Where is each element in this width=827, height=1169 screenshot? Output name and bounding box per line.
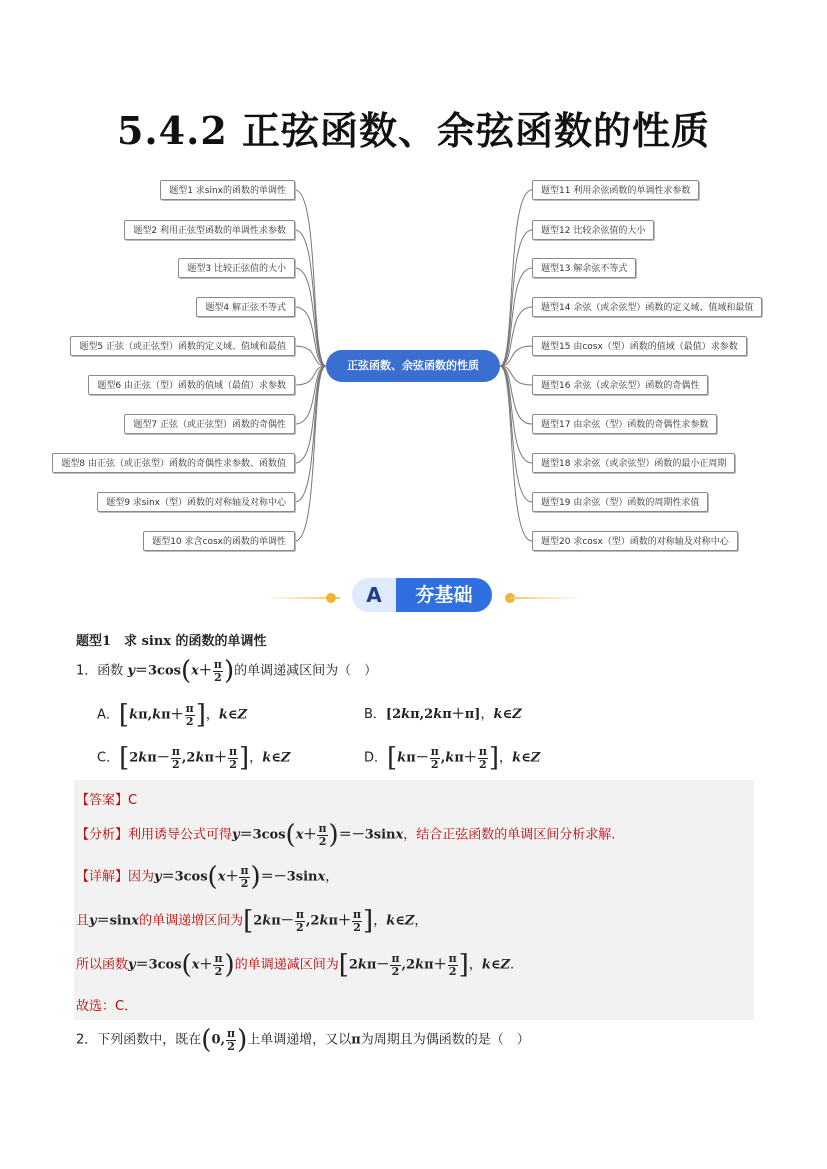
- mindmap-node-right-13: 题型13 解余弦不等式: [532, 258, 636, 278]
- question-1-stem: 1．函数 y＝3cos(x＋ $\frac{\pi}{2}$ )的单调递减区间为（ ）: [76, 656, 378, 686]
- mindmap-node-right-18: 题型18 求余弦（或余弦型）函数的最小正周期: [532, 453, 735, 473]
- section-heading: 题型1 求 sinx 的函数的单调性: [76, 634, 267, 649]
- banner-line-right: [510, 597, 582, 599]
- analysis-line: 【分析】利用诱导公式可得y＝3cos(x＋ $\frac{\pi}{2}$ )＝－3sinx，结合正弦函数的单调区间分析求解.: [76, 820, 616, 850]
- q1-number: 1．: [76, 663, 98, 679]
- banner-dot-left: [326, 593, 336, 603]
- option-b: B．[2kπ,2kπ＋π]，k∈Z: [364, 707, 522, 722]
- mindmap-node-right-11: 题型11 利用余弦函数的单调性求参数: [532, 180, 699, 200]
- banner-letter: A: [352, 578, 396, 612]
- connector-left-4: [295, 307, 326, 366]
- detail-line-3: 所以函数y＝3cos(x＋ $\frac{\pi}{2}$ )的单调递减区间为[2kπ－ $\frac{\pi}{2}$ ,2kπ＋ $\frac{\pi}{2}$ ]，k∈Z.: [76, 950, 515, 980]
- mindmap-node-right-15: 题型15 由cosx（型）函数的值域（最值）求参数: [532, 336, 747, 356]
- q1-stem-suffix: 的单调递减区间为（ ）: [234, 663, 378, 679]
- mindmap-node-right-20: 题型20 求cosx（型）函数的对称轴及对称中心: [532, 531, 738, 551]
- connector-right-20: [500, 366, 532, 541]
- connector-left-10: [295, 366, 326, 541]
- mindmap-node-right-17: 题型17 由余弦（型）函数的奇偶性求参数: [532, 414, 717, 434]
- mindmap-node-right-16: 题型16 余弦（或余弦型）函数的奇偶性: [532, 375, 708, 395]
- connector-right-19: [500, 366, 532, 502]
- connector-left-2: [295, 230, 326, 366]
- q1-stem-prefix: 函数: [97, 663, 124, 679]
- connector-right-12: [500, 230, 532, 366]
- detail-line-1: 【详解】因为y＝3cos(x＋ $\frac{\pi}{2}$ )＝－3sinx，: [76, 862, 339, 892]
- section-banner: [352, 578, 492, 612]
- connector-left-9: [295, 366, 326, 502]
- mindmap-node-left-4: 题型4 解正弦不等式: [196, 297, 295, 317]
- detail-line-2: 且y＝sinx的单调递增区间为[2kπ－ $\frac{\pi}{2}$ ,2kπ＋ $\frac{\pi}{2}$ ]，k∈Z，: [76, 906, 428, 936]
- mindmap-node-right-12: 题型12 比较余弦值的大小: [532, 220, 654, 240]
- mindmap-node-left-2: 题型2 利用正弦型函数的单调性求参数: [124, 220, 295, 240]
- answer-line: 【答案】C: [76, 793, 138, 808]
- option-c: C．[2kπ－ $\frac{\pi}{2}$ ,2kπ＋ $\frac{\pi}{2}$ ]，k∈Z: [97, 743, 291, 773]
- connector-left-1: [295, 190, 326, 366]
- answer-box: [74, 780, 754, 1020]
- mindmap-node-left-5: 题型5 正弦（或正弦型）函数的定义域、值域和最值: [70, 336, 295, 356]
- banner-label: 夯基础: [396, 578, 492, 612]
- mindmap-node-left-6: 题型6 由正弦（型）函数的值域（最值）求参数: [88, 375, 295, 395]
- page-title: 5.4.2 正弦函数、余弦函数的性质: [116, 108, 710, 153]
- option-a: A．[kπ,kπ＋ $\frac{\pi}{2}$ ]，k∈Z: [97, 700, 248, 730]
- mindmap-node-left-8: 题型8 由正弦（或正弦型）函数的奇偶性求参数、函数值: [52, 453, 295, 473]
- connector-left-7: [295, 366, 326, 424]
- mindmap-node-left-10: 题型10 求含cosx的函数的单调性: [143, 531, 295, 551]
- mindmap-node-right-19: 题型19 由余弦（型）函数的周期性求值: [532, 492, 708, 512]
- mindmap-center-node: 正弦函数、余弦函数的性质: [326, 350, 500, 382]
- mindmap-node-left-9: 题型9 求sinx（型）函数的对称轴及对称中心: [97, 492, 295, 512]
- question-2-stem: 2．下列函数中，既在(0, $\frac{\pi}{2}$ )上单调递增，又以π为周期且为偶函数的是（ ）: [76, 1025, 530, 1055]
- mindmap-node-left-7: 题型7 正弦（或正弦型）函数的奇偶性: [124, 414, 295, 434]
- connector-right-11: [500, 190, 532, 366]
- option-d: D．[kπ－ $\frac{\pi}{2}$ ,kπ＋ $\frac{\pi}{2}$ ]，k∈Z: [364, 743, 541, 773]
- mindmap-node-left-1: 题型1 求sinx的函数的单调性: [160, 180, 295, 200]
- mindmap-node-left-3: 题型3 比较正弦值的大小: [178, 258, 295, 278]
- conclusion-line: 故选：C．: [76, 999, 138, 1014]
- mindmap-node-right-14: 题型14 余弦（或余弦型）函数的定义域、值域和最值: [532, 297, 762, 317]
